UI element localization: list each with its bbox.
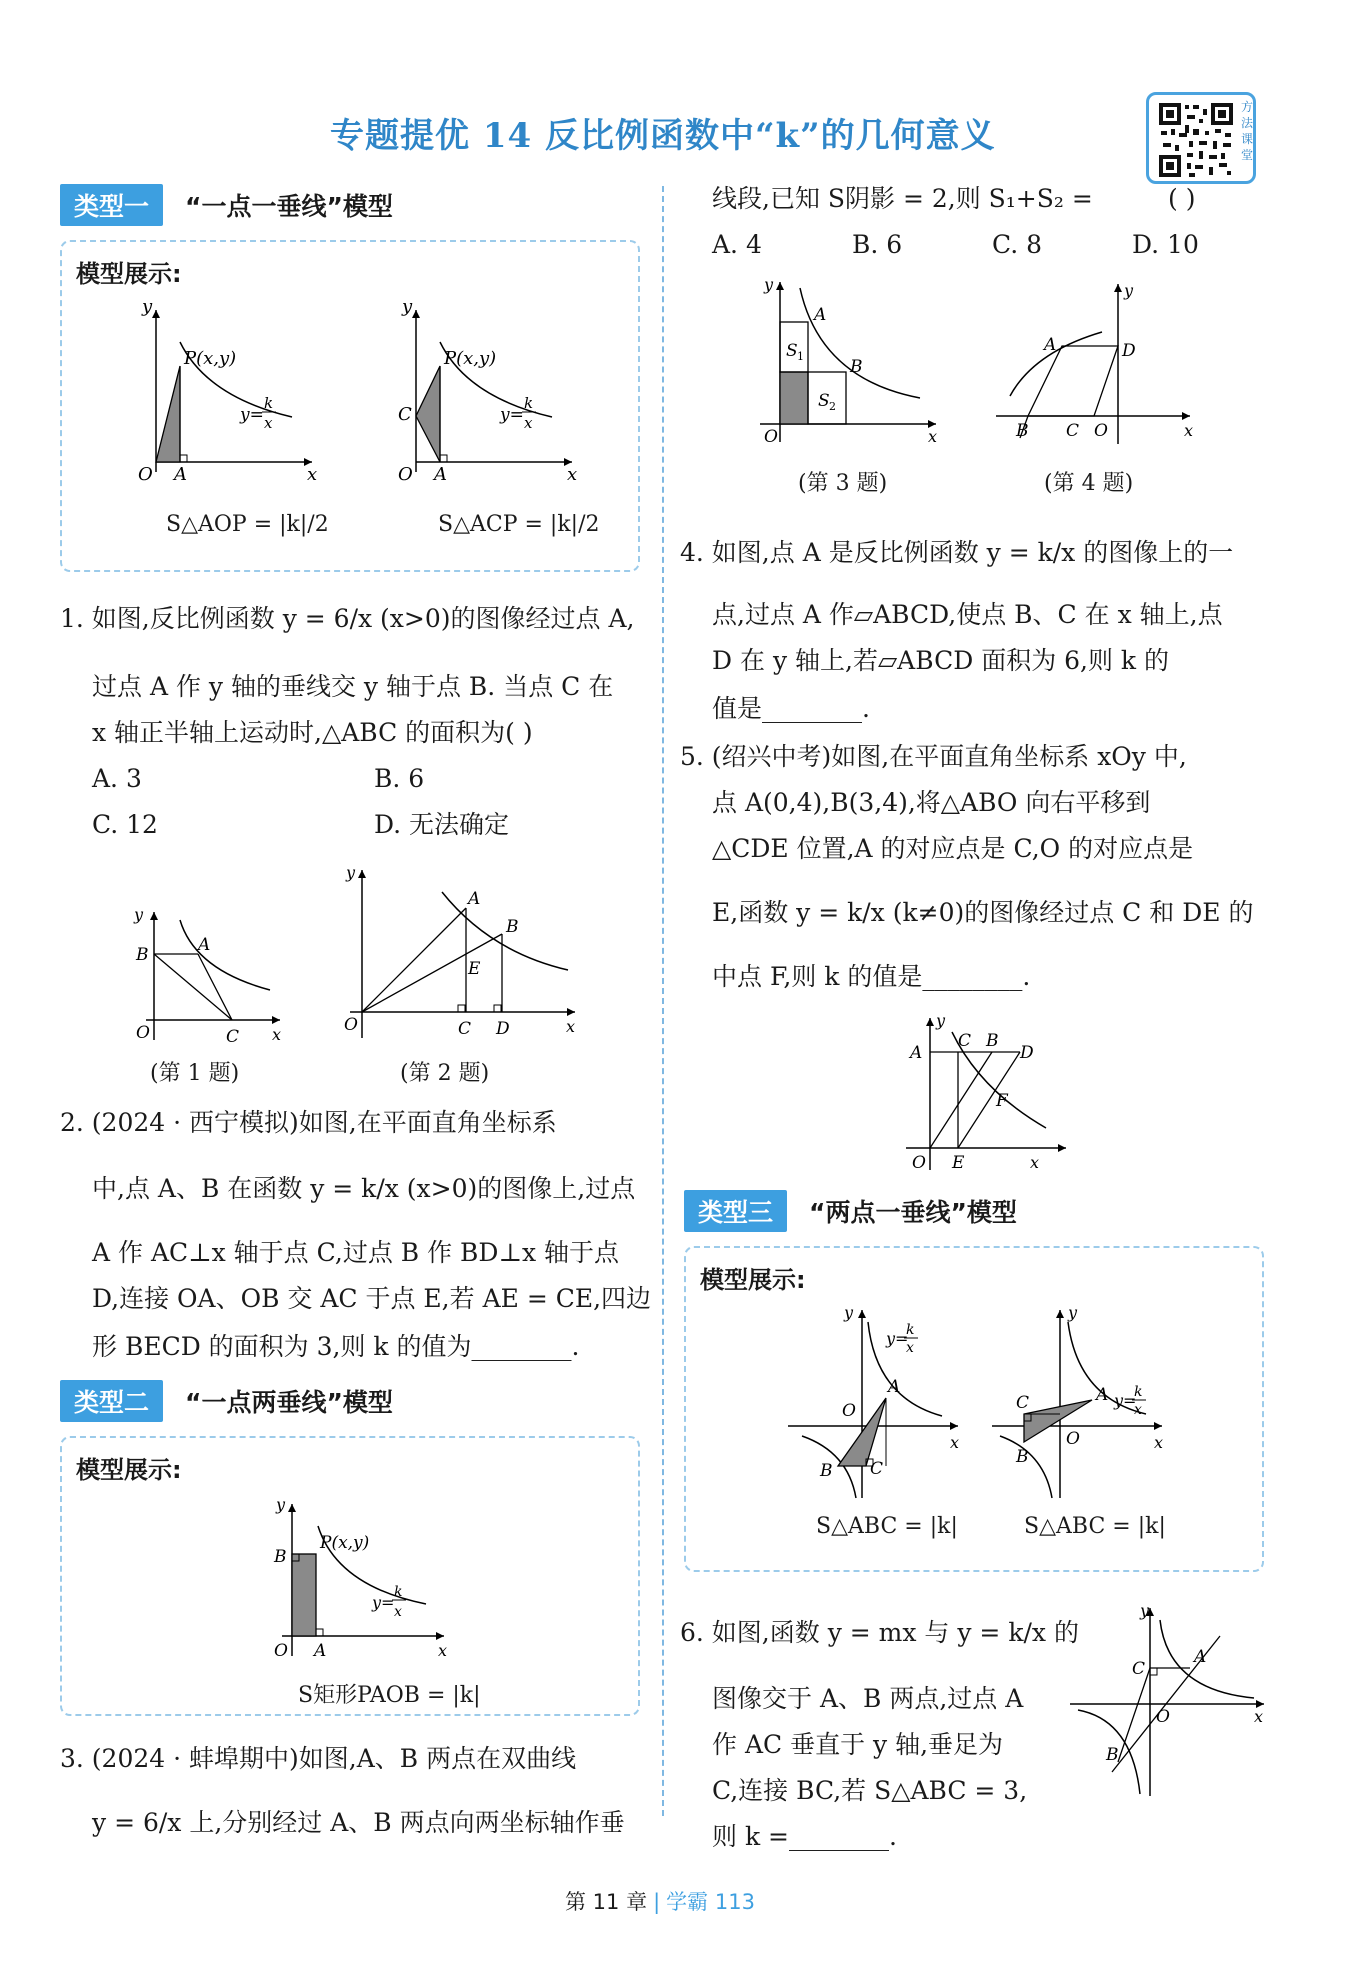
- svg-text:A: A: [814, 305, 827, 325]
- svg-text:y: y: [936, 1011, 946, 1030]
- svg-text:A: A: [198, 935, 211, 955]
- svg-text:x: x: [1030, 1153, 1040, 1172]
- q5-figure: [896, 1010, 1076, 1180]
- svg-text:x: x: [438, 1641, 448, 1660]
- type2-figure: [262, 1496, 452, 1666]
- svg-text:O: O: [1094, 421, 1108, 441]
- type2-title: “一点两垂线”模型: [185, 1388, 393, 1417]
- type1-figure-acp: [382, 302, 582, 482]
- svg-text:O: O: [344, 1015, 358, 1035]
- column-divider: [662, 186, 664, 1816]
- type3-formula-right: S△ABC = |k|: [1024, 1514, 1166, 1539]
- q6-line5: 则 k =________.: [712, 1822, 897, 1851]
- q4-line3: D 在 y 轴上,若▱ABCD 面积为 6,则 k 的: [712, 646, 1170, 675]
- svg-text:O: O: [274, 1641, 288, 1661]
- svg-text:x: x: [906, 1340, 914, 1356]
- q2-figure: [330, 862, 580, 1052]
- qr-code-icon: [1157, 101, 1235, 179]
- svg-text:C: C: [458, 1019, 472, 1039]
- svg-text:y: y: [276, 1496, 286, 1514]
- svg-text:y: y: [844, 1303, 854, 1322]
- svg-text:k: k: [1134, 1384, 1143, 1400]
- type1-formula-acp: S△ACP = |k|/2: [438, 512, 600, 537]
- q6-line3: 作 AC 垂直于 y 轴,垂足为: [712, 1730, 1004, 1759]
- svg-text:x: x: [524, 414, 533, 432]
- svg-text:C: C: [1016, 1393, 1030, 1413]
- svg-text:C: C: [226, 1027, 240, 1047]
- svg-text:y: y: [1140, 1601, 1150, 1620]
- svg-text:k: k: [524, 394, 534, 412]
- svg-text:D: D: [1020, 1043, 1034, 1063]
- svg-text:S: S: [786, 341, 798, 361]
- svg-text:x: x: [567, 464, 578, 482]
- qr-side-text: 方法课堂: [1241, 100, 1254, 162]
- svg-text:y: y: [142, 302, 153, 317]
- svg-text:B: B: [274, 1547, 287, 1567]
- page-footer: [565, 1886, 755, 1916]
- type3-box-label: 模型展示:: [700, 1266, 806, 1294]
- svg-text:B: B: [1106, 1745, 1119, 1765]
- svg-text:C: C: [398, 404, 412, 425]
- svg-text:y=: y=: [886, 1329, 909, 1348]
- svg-text:O: O: [912, 1153, 926, 1173]
- svg-text:x: x: [307, 464, 318, 482]
- svg-text:C: C: [870, 1459, 884, 1479]
- svg-text:1: 1: [797, 350, 804, 363]
- svg-text:C: C: [1066, 421, 1080, 441]
- q3-answer-paren: ( ): [1168, 184, 1196, 213]
- q3-caption: (第 3 题): [798, 471, 888, 496]
- q2-line1: 2. (2024 · 西宁模拟)如图,在平面直角坐标系: [60, 1108, 557, 1137]
- type3-chip: 类型三: [684, 1190, 787, 1232]
- type3-figure-left: [782, 1302, 962, 1502]
- q3-option-b: B. 6: [852, 230, 903, 259]
- type3-formula-left: S△ABC = |k|: [816, 1514, 958, 1539]
- type1-box-label: 模型展示:: [76, 260, 182, 288]
- q4-line2: 点,过点 A 作▱ABCD,使点 B、C 在 x 轴上,点: [712, 600, 1223, 629]
- svg-text:x: x: [1154, 1433, 1164, 1452]
- svg-text:x: x: [1184, 421, 1194, 440]
- svg-text:k: k: [906, 1322, 915, 1338]
- q5-line3: △CDE 位置,A 的对应点是 C,O 的对应点是: [712, 834, 1194, 863]
- svg-text:y=: y=: [372, 1593, 395, 1612]
- svg-text:y=: y=: [1114, 1391, 1137, 1410]
- q2-line3: A 作 AC⊥x 轴于点 C,过点 B 作 BD⊥x 轴于点: [92, 1238, 620, 1267]
- svg-text:C: C: [958, 1031, 972, 1051]
- q1-line1: 1. 如图,反比例函数 y = 6/x (x>0)的图像经过点 A,: [60, 604, 635, 633]
- svg-text:A: A: [910, 1043, 923, 1063]
- svg-text:A: A: [1044, 335, 1057, 355]
- footer-brand: 学霸: [666, 1890, 709, 1914]
- type1-model-box: [60, 240, 640, 572]
- q3-option-d: D. 10: [1132, 230, 1199, 259]
- svg-text:y=: y=: [240, 405, 264, 425]
- svg-text:A: A: [314, 1641, 327, 1661]
- svg-text:P(x,y): P(x,y): [184, 348, 237, 369]
- svg-text:2: 2: [829, 400, 836, 413]
- svg-text:B: B: [820, 1461, 833, 1481]
- svg-text:O: O: [136, 1023, 150, 1043]
- type1-title: “一点一垂线”模型: [185, 192, 393, 221]
- type3-figure-right: [986, 1302, 1166, 1502]
- q2-line2: 中,点 A、B 在函数 y = k/x (x>0)的图像上,过点: [92, 1174, 636, 1203]
- q1-option-a: A. 3: [92, 764, 142, 793]
- svg-text:y: y: [1124, 281, 1134, 300]
- svg-text:O: O: [842, 1401, 856, 1421]
- svg-text:k: k: [394, 1584, 403, 1600]
- page-title: 专题提优 14 反比例函数中“k”的几何意义: [330, 116, 996, 156]
- svg-text:y: y: [346, 863, 356, 882]
- svg-text:B: B: [1016, 1447, 1029, 1467]
- type2-chip: 类型二: [60, 1380, 163, 1422]
- q3-line3: 线段,已知 S阴影 = 2,则 S₁+S₂ =: [712, 184, 1093, 213]
- svg-text:x: x: [272, 1025, 282, 1044]
- q1-figure: [120, 900, 290, 1050]
- svg-text:S: S: [818, 391, 830, 411]
- svg-text:B: B: [1016, 421, 1029, 441]
- qr-code[interactable]: [1146, 92, 1256, 184]
- svg-text:x: x: [950, 1433, 960, 1452]
- svg-text:A: A: [888, 1377, 901, 1397]
- q5-line5: 中点 F,则 k 的值是________.: [712, 962, 1031, 991]
- svg-text:O: O: [398, 464, 413, 482]
- svg-text:x: x: [1254, 1707, 1264, 1726]
- q1-line2: 过点 A 作 y 轴的垂线交 y 轴于点 B. 当点 C 在: [92, 672, 614, 701]
- svg-text:D: D: [496, 1019, 510, 1039]
- type3-title: “两点一垂线”模型: [809, 1198, 1017, 1227]
- q4-line4: 值是________.: [712, 694, 870, 723]
- q5-line1: 5. (绍兴中考)如图,在平面直角坐标系 xOy 中,: [680, 742, 1187, 771]
- svg-text:x: x: [394, 1604, 402, 1620]
- svg-text:k: k: [264, 394, 274, 412]
- footer-chapter: 第 11 章: [565, 1890, 648, 1914]
- svg-text:x: x: [264, 414, 273, 432]
- q4-line1: 4. 如图,点 A 是反比例函数 y = k/x 的图像上的一: [680, 538, 1234, 567]
- q6-figure: [1068, 1600, 1268, 1800]
- svg-text:A: A: [434, 464, 447, 482]
- svg-text:O: O: [764, 427, 778, 447]
- svg-text:A: A: [1096, 1385, 1109, 1405]
- q1-option-d: D. 无法确定: [374, 810, 510, 839]
- type1-figure-aop: [122, 302, 322, 482]
- footer-separator: |: [653, 1890, 661, 1914]
- svg-text:P(x,y): P(x,y): [320, 1533, 370, 1553]
- type3-model-box: [684, 1246, 1264, 1572]
- svg-text:D: D: [1122, 341, 1136, 361]
- svg-text:y: y: [134, 905, 144, 924]
- type3-heading: [684, 1190, 1017, 1232]
- svg-text:P(x,y): P(x,y): [444, 348, 497, 369]
- svg-text:O: O: [1066, 1429, 1080, 1449]
- footer-page-number: 113: [714, 1890, 755, 1914]
- svg-text:y: y: [402, 302, 413, 317]
- q6-line1: 6. 如图,函数 y = mx 与 y = k/x 的: [680, 1618, 1079, 1647]
- svg-text:E: E: [952, 1153, 965, 1173]
- svg-text:A: A: [1194, 1647, 1207, 1667]
- svg-text:x: x: [1134, 1402, 1142, 1418]
- type2-box-label: 模型展示:: [76, 1456, 182, 1484]
- q1-line3: x 轴正半轴上运动时,△ABC 的面积为( ): [92, 718, 533, 747]
- svg-text:x: x: [928, 427, 938, 446]
- svg-text:C: C: [1132, 1659, 1146, 1679]
- svg-text:B: B: [850, 357, 863, 377]
- q3-line2: y = 6/x 上,分别经过 A、B 两点向两坐标轴作垂: [92, 1808, 625, 1837]
- q6-line2: 图像交于 A、B 两点,过点 A: [712, 1684, 1024, 1713]
- svg-text:B: B: [986, 1031, 999, 1051]
- type1-heading: [60, 184, 393, 226]
- q1-option-c: C. 12: [92, 810, 158, 839]
- svg-text:E: E: [468, 959, 481, 979]
- svg-text:B: B: [136, 945, 149, 965]
- q4-caption: (第 4 题): [1044, 471, 1134, 496]
- svg-text:O: O: [1156, 1707, 1170, 1727]
- q2-caption: (第 2 题): [400, 1061, 490, 1086]
- q5-line2: 点 A(0,4),B(3,4),将△ABO 向右平移到: [712, 788, 1151, 817]
- q6-line4: C,连接 BC,若 S△ABC = 3,: [712, 1776, 1028, 1805]
- type2-heading: [60, 1380, 393, 1422]
- type2-model-box: [60, 1436, 640, 1716]
- q1-caption: (第 1 题): [150, 1061, 240, 1086]
- svg-text:A: A: [468, 889, 481, 909]
- svg-text:O: O: [138, 464, 153, 482]
- svg-text:x: x: [566, 1017, 576, 1036]
- q2-line5: 形 BECD 的面积为 3,则 k 的值为________.: [92, 1332, 580, 1361]
- svg-text:F: F: [996, 1091, 1008, 1111]
- type1-formula-aop: S△AOP = |k|/2: [166, 512, 329, 537]
- q3-option-a: A. 4: [712, 230, 762, 259]
- svg-text:y: y: [764, 275, 774, 294]
- type1-chip: 类型一: [60, 184, 163, 226]
- q1-option-b: B. 6: [374, 764, 425, 793]
- svg-text:y=: y=: [500, 405, 524, 425]
- type2-formula: S矩形PAOB = |k|: [298, 1683, 481, 1708]
- svg-text:B: B: [506, 917, 519, 937]
- svg-text:y: y: [1068, 1303, 1078, 1322]
- q3-line1: 3. (2024 · 蚌埠期中)如图,A、B 两点在双曲线: [60, 1744, 577, 1773]
- q2-line4: D,连接 OA、OB 交 AC 于点 E,若 AE = CE,四边: [92, 1284, 652, 1313]
- q3-option-c: C. 8: [992, 230, 1043, 259]
- q3-figure: [740, 274, 940, 454]
- svg-text:A: A: [174, 464, 187, 482]
- q4-figure: [990, 276, 1200, 456]
- q5-line4: E,函数 y = k/x (k≠0)的图像经过点 C 和 DE 的: [712, 898, 1254, 927]
